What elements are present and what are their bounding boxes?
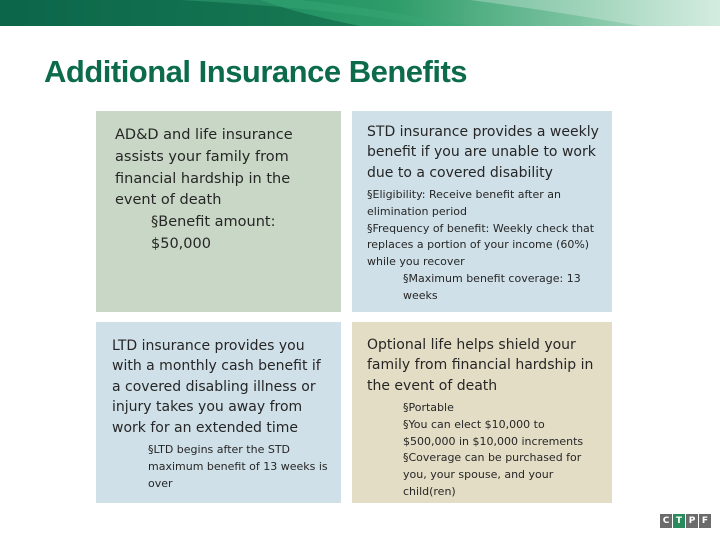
logo-letter-f: F <box>699 514 711 528</box>
optional-life-box <box>352 322 612 503</box>
ltd-bullets <box>112 442 329 492</box>
ltd-bullet: §LTD begins after the STD maximum benefit of 13 weeks is over <box>148 443 328 490</box>
adnd-main-text: AD&D and life insurance assists your family from financial hardship in the event of death <box>115 127 293 209</box>
logo-letter-t: T <box>673 514 685 528</box>
ltd-box <box>96 322 341 503</box>
ctpf-logo <box>660 514 711 528</box>
std-bullets <box>367 187 600 304</box>
std-bullet-frequency: §Frequency of benefit: Weekly check that replaces a portion of your income (60%) while you recover <box>367 221 595 269</box>
optional-life-bullet-portable: §Portable <box>403 401 454 415</box>
std-box <box>352 111 612 312</box>
logo-letter-c: C <box>660 514 672 528</box>
banner-swoosh-graphic <box>0 0 720 26</box>
optional-life-bullet-coverage: §Coverage can be purchased for you, your spouse, and your child(ren) <box>403 451 582 498</box>
slide-title: Additional Insurance Benefits <box>44 54 468 89</box>
std-main-text: STD insurance provides a weekly benefit if you are unable to work due to a covered disability <box>367 124 599 181</box>
adnd-box <box>96 111 341 312</box>
optional-life-bullet-elect: §You can elect $10,000 to $500,000 in $10,000 increments <box>403 418 584 448</box>
std-bullet-eligibility: §Eligibility: Receive benefit after an elimination period <box>367 188 561 219</box>
optional-life-main-text: Optional life helps shield your family from financial hardship in the event of death <box>367 337 594 394</box>
optional-life-bullets <box>367 400 600 500</box>
header-banner <box>0 0 720 26</box>
logo-letter-p: P <box>686 514 698 528</box>
adnd-bullet: §Benefit amount: $50,000 <box>151 214 276 252</box>
std-sub-bullet-maximum: §Maximum benefit coverage: 13 weeks <box>403 271 581 302</box>
ltd-main-text: LTD insurance provides you with a monthly cash benefit if a covered disabling illness or injury takes you away from work for an extended time <box>112 338 321 436</box>
